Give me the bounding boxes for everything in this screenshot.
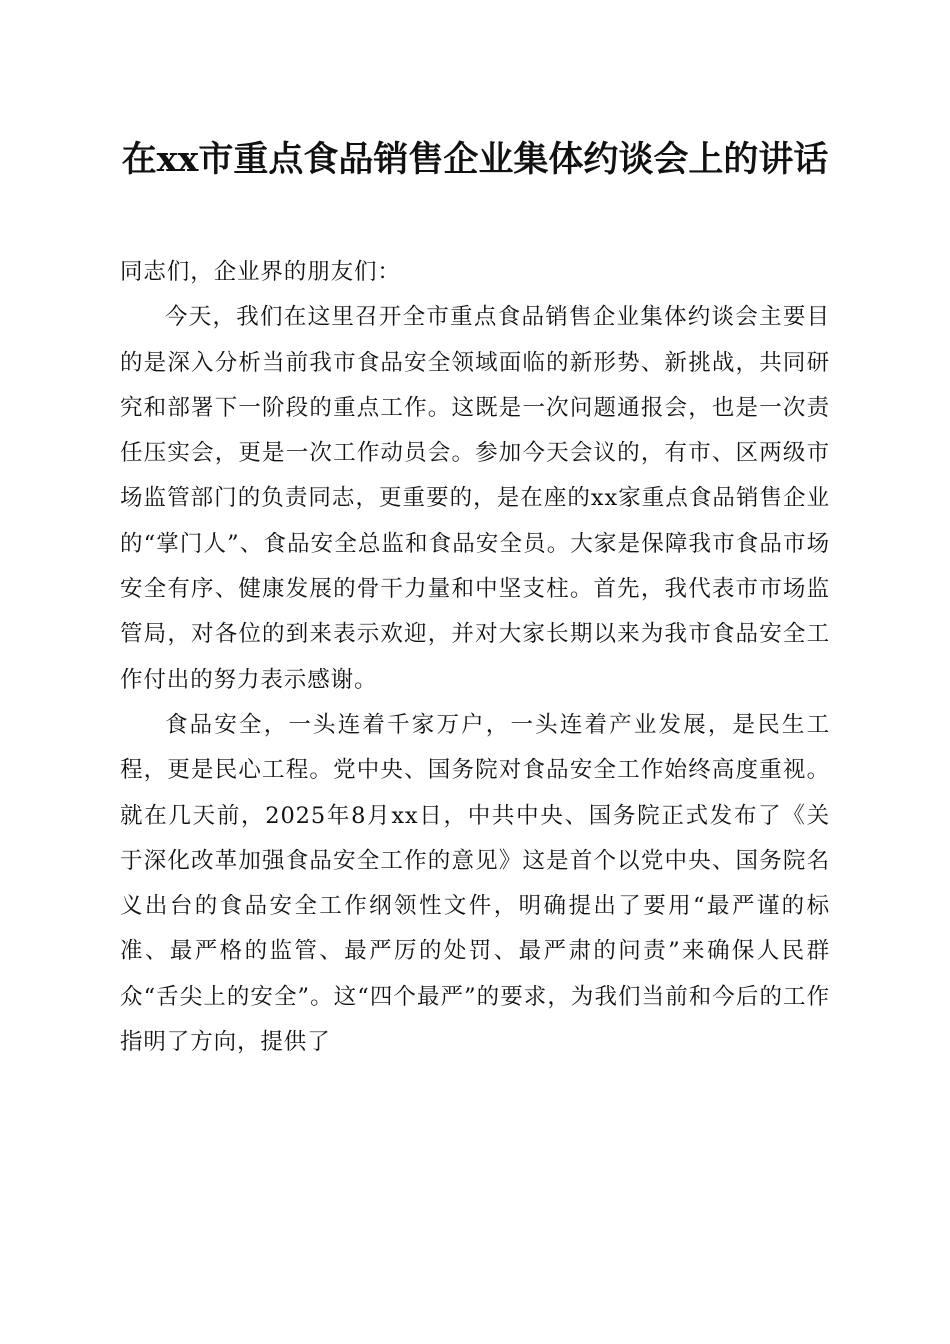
salutation: 同志们，企业界的朋友们：	[120, 259, 401, 285]
paragraph-1: 今天，我们在这里召开全市重点食品销售企业集体约谈会主要目的是深入分析当前我市食品安全领域面临的新形势、新挑战，共同研究和部署下一阶段的重点工作。这既是一次问题通报会，也是一次责任压实会，更是一次工作动员会。参加今天会议的，有市、区两级市场监管部门的负责同志，更重要的，是在座的xx家重点食品销售企业的“掌门人”、食品安全总监和食品安全员。大家是保障我市食品市场安全有序、健康发展的骨干力量和中坚支柱。首先，我代表市市场监管局，对各位的到来表示欢迎，并对大家长期以来为我市食品安全工作付出的努力表示感谢。	[120, 304, 830, 693]
document-title: 在xx市重点食品销售企业集体约谈会上的讲话	[121, 139, 829, 180]
document-body	[120, 250, 830, 1065]
paragraph-2: 食品安全，一头连着千家万户，一头连着产业发展，是民生工程，更是民心工程。党中央、国务院对食品安全工作始终高度重视。就在几天前，2025年8月xx日，中共中央、国务院正式发布了《关于深化改革加强食品安全工作的意见》这是首个以党中央、国务院名义出台的食品安全工作纲领性文件，明确提出了要用“最严谨的标准、最严格的监管、最严厉的处罚、最严肃的问责”来确保人民群众“舌尖上的安全”。这“四个最严”的要求，为我们当前和今后的工作指明了方向，提供了	[120, 711, 830, 1056]
